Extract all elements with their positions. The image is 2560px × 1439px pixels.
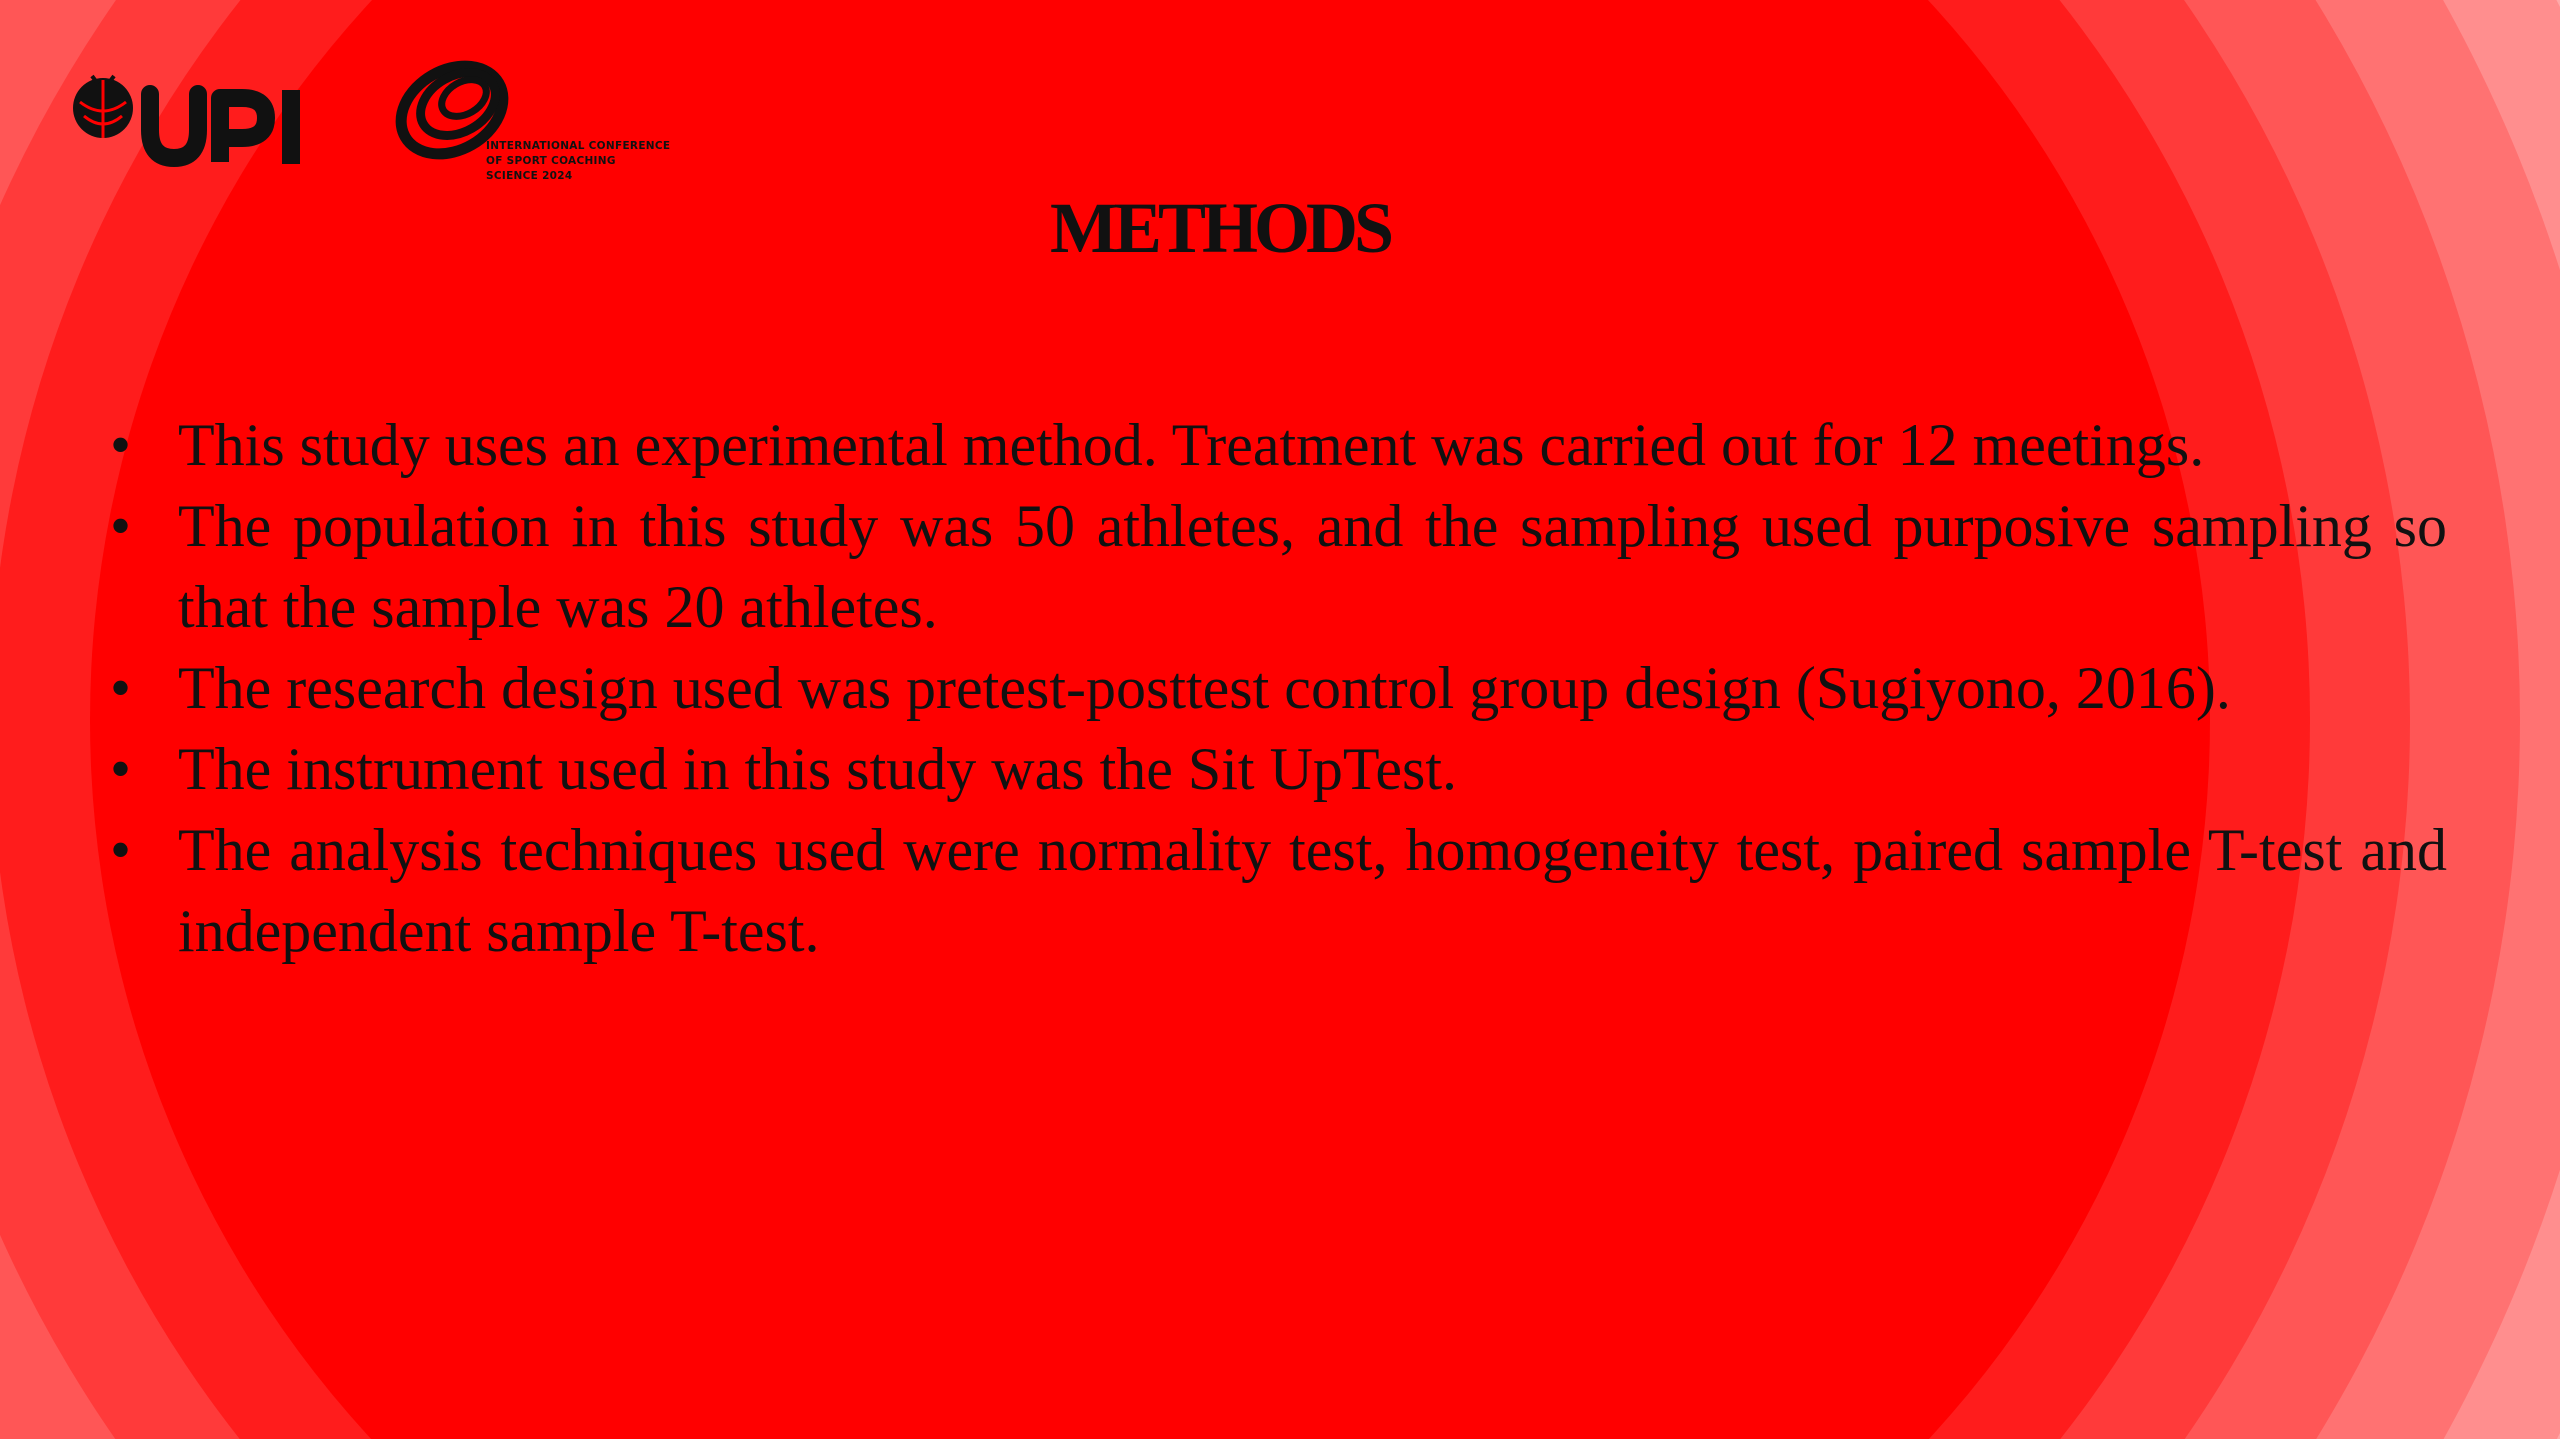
icsc-line-3: SCIENCE 2024	[486, 170, 573, 182]
bullet-item	[110, 648, 2447, 729]
bullet-item	[110, 810, 2447, 972]
bullet-marker: •	[110, 655, 132, 721]
icsc-logo-text	[486, 139, 670, 184]
bullet-item	[110, 405, 2447, 486]
upi-logo-icon	[70, 72, 310, 168]
bullet-marker: •	[110, 412, 132, 478]
bullet-text: The instrument used in this study was the Sit UpTest.	[178, 736, 1458, 802]
bullet-list	[110, 405, 2447, 972]
bullet-marker: •	[110, 736, 132, 802]
bullet-text: The population in this study was 50 athletes, and the sampling used purposive sampling so that the sample was 20 athletes.	[178, 493, 2447, 640]
bullet-marker: •	[110, 493, 132, 559]
bullet-text: This study uses an experimental method. Treatment was carried out for 12 meetings.	[178, 412, 2205, 478]
bullet-marker: •	[110, 817, 132, 883]
bullet-item	[110, 486, 2447, 648]
bullet-item	[110, 729, 2447, 810]
bullet-text: The research design used was pretest-posttest control group design (Sugiyono, 2016).	[178, 655, 2231, 721]
icsc-line-1: INTERNATIONAL CONFERENCE	[486, 140, 671, 152]
bullet-text: The analysis techniques used were normality test, homogeneity test, paired sample T-test and independent sample T-test.	[178, 817, 2447, 964]
icsc-line-2: OF SPORT COACHING	[486, 155, 616, 167]
slide-title: METHODS	[1049, 188, 1391, 268]
